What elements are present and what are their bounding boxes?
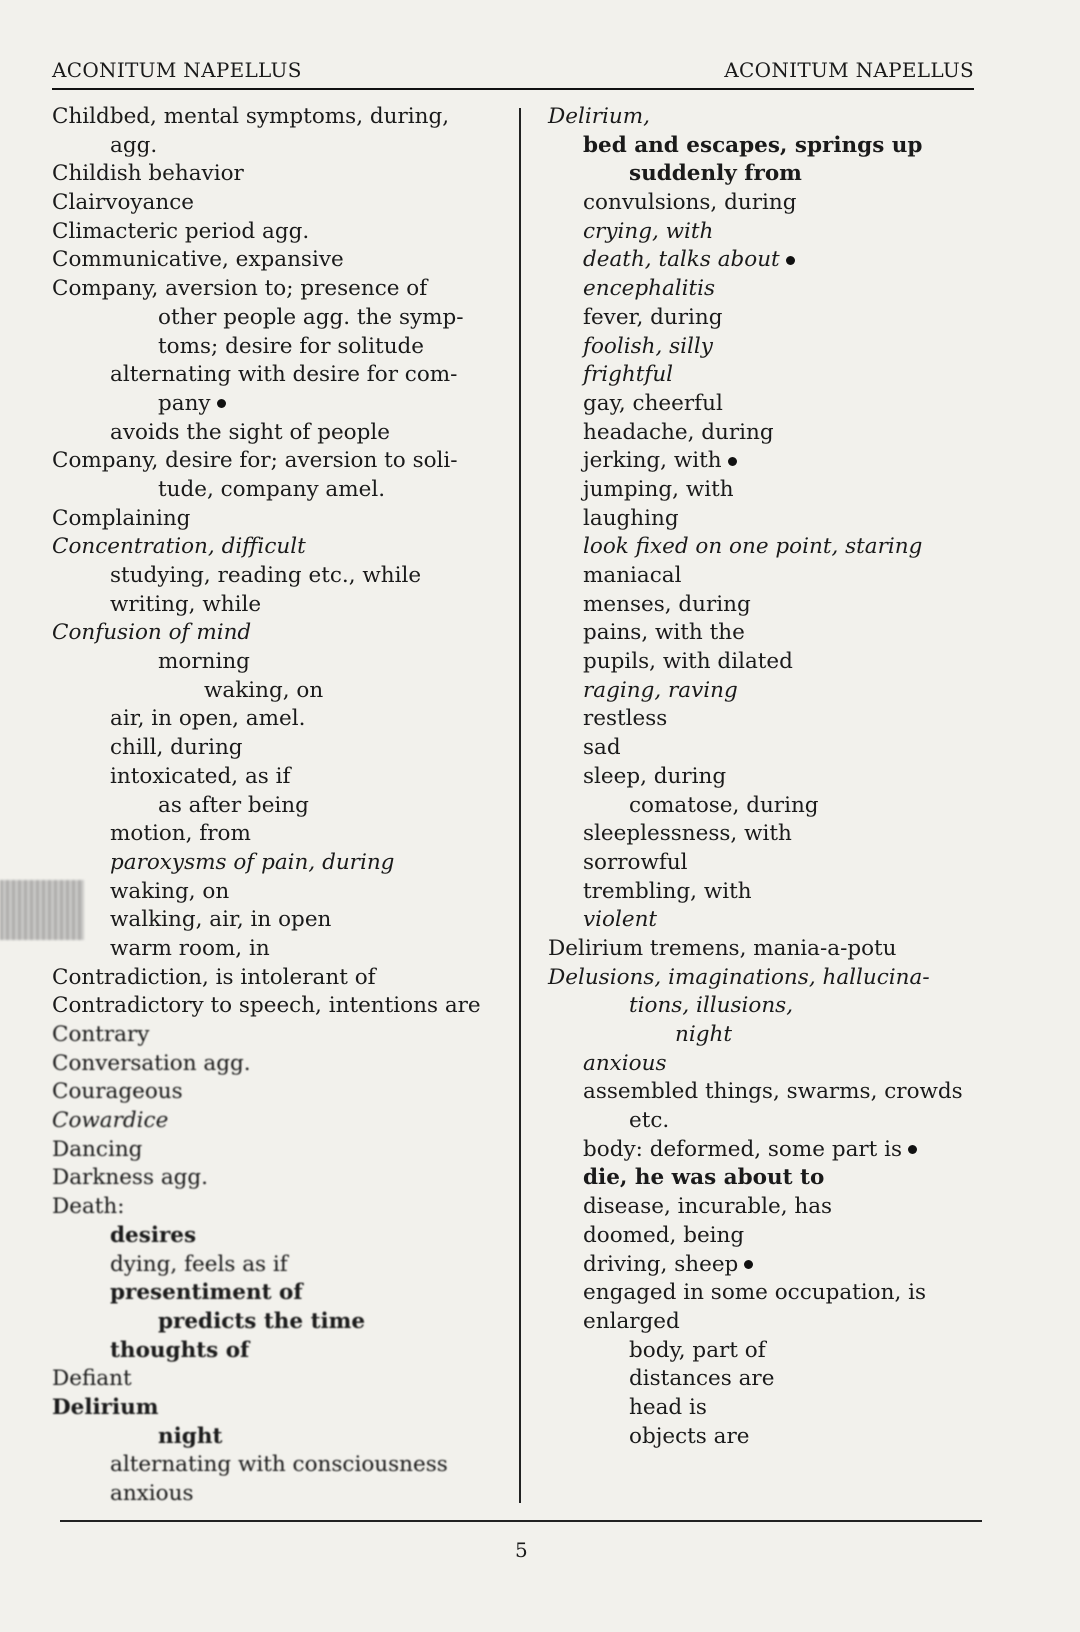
entry-text: tude, company amel. — [158, 476, 386, 502]
entry-text: encephalitis — [583, 276, 716, 302]
entry-text: death, talks about — [583, 247, 780, 273]
index-entry — [548, 1107, 984, 1136]
entry-text: Delirium — [52, 1394, 159, 1420]
index-entry — [548, 1394, 984, 1423]
entry-text: frightful — [583, 362, 674, 388]
entry-text: doomed, being — [583, 1222, 745, 1248]
index-entry — [52, 246, 492, 275]
entry-text: Complaining — [52, 505, 191, 531]
entry-text: Contrary — [52, 1022, 150, 1047]
index-entry — [52, 1337, 492, 1366]
entry-text: Dancing — [52, 1136, 143, 1162]
index-entry — [548, 1308, 984, 1337]
scan-artifact — [0, 880, 84, 940]
entry-text: tions, illusions, — [629, 993, 794, 1019]
entry-text: intoxicated, as if — [110, 763, 291, 789]
entry-text: avoids the sight of people — [110, 419, 390, 445]
index-entry — [548, 505, 984, 534]
index-entry — [548, 160, 984, 189]
index-entry — [548, 820, 984, 849]
index-entry — [548, 935, 984, 964]
entry-text: Company, aversion to; presence of — [52, 276, 428, 302]
entry-text: body, part of — [629, 1337, 766, 1363]
index-entry — [52, 849, 492, 878]
index-entry — [52, 705, 492, 734]
index-entry — [548, 1222, 984, 1251]
index-entry — [548, 218, 984, 247]
index-entry — [52, 1279, 492, 1308]
entry-text: Clairvoyance — [52, 190, 194, 216]
entry-text: raging, raving — [583, 677, 738, 703]
index-entry — [548, 1050, 984, 1079]
index-entry — [52, 1394, 492, 1423]
column-divider — [519, 108, 521, 1503]
entry-text: restless — [583, 706, 668, 732]
entry-text: pains, with the — [583, 620, 745, 646]
entry-text: crying, with — [583, 218, 714, 244]
index-entry — [52, 218, 492, 247]
page-number: 5 — [515, 1538, 528, 1562]
index-entry — [52, 677, 492, 706]
index-entry — [52, 820, 492, 849]
index-entry — [52, 906, 492, 935]
index-entry — [548, 1279, 984, 1308]
index-entry — [548, 132, 984, 161]
entry-text: engaged in some occupation, is — [583, 1280, 927, 1306]
index-entry — [52, 476, 492, 505]
index-entry — [548, 1078, 984, 1107]
index-entry — [52, 1222, 492, 1251]
entry-text: dying, feels as if — [110, 1251, 288, 1277]
index-entry — [52, 878, 492, 907]
entry-text: thoughts of — [110, 1337, 250, 1363]
index-entry — [52, 189, 492, 218]
entry-text: look fixed on one point, staring — [583, 534, 923, 560]
index-entry — [52, 1251, 492, 1280]
index-entry — [548, 964, 984, 993]
index-entry — [52, 562, 492, 591]
bullet-mark-icon — [786, 256, 795, 265]
bullet-mark-icon — [217, 399, 226, 408]
entry-text: Childbed, mental symptoms, during, — [52, 104, 450, 129]
index-entry — [548, 849, 984, 878]
entry-text: die, he was about to — [583, 1165, 825, 1191]
left-column — [52, 103, 492, 1509]
entry-text: warm room, in — [110, 935, 270, 961]
entry-text: anxious — [110, 1481, 194, 1506]
index-entry — [52, 1423, 492, 1452]
entry-text: Conversation agg. — [52, 1050, 251, 1076]
bullet-mark-icon — [728, 457, 737, 466]
header-left-title: ACONITUM NAPELLUS — [52, 58, 302, 82]
entry-text: Contradiction, is intolerant of — [52, 964, 376, 990]
entry-text: assembled things, swarms, crowds — [583, 1079, 963, 1105]
entry-text: writing, while — [110, 591, 262, 617]
index-entry — [52, 1365, 492, 1394]
entry-text: jumping, with — [583, 476, 734, 502]
footer-rule — [60, 1520, 982, 1522]
entry-text: objects are — [629, 1423, 750, 1449]
index-entry — [548, 705, 984, 734]
entry-text: other people agg. the symp- — [158, 304, 464, 330]
index-entry — [52, 1451, 492, 1480]
index-entry — [52, 792, 492, 821]
index-entry — [52, 1050, 492, 1079]
index-entry — [52, 132, 492, 161]
entry-text: walking, air, in open — [110, 907, 332, 933]
entry-text: Communicative, expansive — [52, 247, 344, 273]
index-entry — [548, 648, 984, 677]
index-entry — [52, 1021, 492, 1050]
entry-text: foolish, silly — [583, 333, 713, 359]
index-entry — [548, 533, 984, 562]
index-entry — [52, 935, 492, 964]
entry-text: violent — [583, 907, 658, 933]
index-entry — [548, 878, 984, 907]
index-entry — [548, 1251, 984, 1280]
index-entry — [52, 103, 492, 132]
entry-text: Confusion of mind — [52, 620, 252, 646]
entry-text: convulsions, during — [583, 190, 797, 216]
entry-text: Delirium, — [548, 104, 650, 129]
index-entry — [548, 763, 984, 792]
entry-text: comatose, during — [629, 792, 819, 818]
entry-text: pupils, with dilated — [583, 649, 793, 675]
entry-text: Darkness agg. — [52, 1165, 209, 1191]
entry-text: sleeplessness, with — [583, 821, 792, 847]
entry-text: night — [158, 1423, 223, 1449]
index-entry — [548, 390, 984, 419]
entry-text: headache, during — [583, 419, 774, 445]
entry-text: anxious — [583, 1050, 667, 1076]
entry-text: waking, on — [204, 677, 324, 703]
entry-text: body: deformed, some part is — [583, 1136, 903, 1162]
index-entry — [52, 1308, 492, 1337]
entry-text: alternating with consciousness — [110, 1452, 448, 1478]
running-header — [52, 58, 974, 90]
index-entry — [52, 763, 492, 792]
index-entry — [548, 792, 984, 821]
entry-text: predicts the time — [158, 1308, 366, 1334]
entry-text: alternating with desire for com- — [110, 362, 458, 388]
entry-text: fever, during — [583, 304, 723, 330]
entry-text: driving, sheep — [583, 1251, 739, 1277]
entry-text: bed and escapes, springs up — [583, 132, 923, 158]
index-entry — [52, 275, 492, 304]
bullet-mark-icon — [744, 1260, 753, 1269]
header-right-title: ACONITUM NAPELLUS — [724, 58, 974, 82]
index-entry — [548, 992, 984, 1021]
entry-text: maniacal — [583, 563, 682, 588]
entry-text: Delusions, imaginations, hallucina- — [548, 964, 930, 990]
index-entry — [548, 677, 984, 706]
index-entry — [548, 1136, 984, 1165]
entry-text: Childish behavior — [52, 161, 244, 187]
index-entry — [548, 734, 984, 763]
entry-text: menses, during — [583, 591, 751, 617]
index-entry — [548, 361, 984, 390]
entry-text: head is — [629, 1394, 707, 1420]
index-entry — [52, 992, 492, 1021]
entry-text: trembling, with — [583, 878, 752, 904]
index-entry — [548, 419, 984, 448]
entry-text: disease, incurable, has — [583, 1194, 833, 1220]
index-entry — [52, 533, 492, 562]
entry-text: gay, cheerful — [583, 390, 723, 416]
index-entry — [52, 1107, 492, 1136]
index-entry — [548, 906, 984, 935]
entry-text: desires — [110, 1222, 197, 1248]
index-entry — [548, 275, 984, 304]
bullet-mark-icon — [908, 1145, 917, 1154]
entry-text: as after being — [158, 792, 309, 818]
entry-text: Courageous — [52, 1079, 183, 1105]
entry-text: laughing — [583, 505, 679, 531]
entry-text: paroxysms of pain, during — [110, 849, 395, 875]
index-entry — [548, 246, 984, 275]
entry-text: Delirium tremens, mania-a-potu — [548, 935, 897, 961]
index-entry — [52, 1078, 492, 1107]
index-entry — [548, 619, 984, 648]
entry-text: distances are — [629, 1366, 775, 1392]
entry-text: sad — [583, 735, 621, 761]
entry-text: etc. — [629, 1108, 670, 1134]
index-entry — [52, 361, 492, 390]
index-entry — [548, 447, 984, 476]
index-entry — [52, 419, 492, 448]
index-entry — [52, 648, 492, 677]
index-entry — [52, 1480, 492, 1509]
index-entry — [548, 1164, 984, 1193]
entry-text: toms; desire for solitude — [158, 333, 425, 359]
right-column — [548, 103, 984, 1451]
entry-text: Climacteric period agg. — [52, 218, 310, 244]
entry-text: studying, reading etc., while — [110, 563, 422, 588]
index-entry — [548, 1193, 984, 1222]
entry-text: Company, desire for; aversion to soli- — [52, 448, 458, 474]
entry-text: sorrowful — [583, 849, 688, 875]
index-entry — [548, 1423, 984, 1452]
index-entry — [52, 160, 492, 189]
entry-text: pany — [158, 390, 211, 416]
index-entry — [548, 333, 984, 362]
index-entry — [52, 1164, 492, 1193]
index-entry — [548, 591, 984, 620]
index-entry — [52, 390, 492, 419]
entry-text: suddenly from — [629, 161, 802, 187]
index-entry — [548, 1021, 984, 1050]
entry-text: Concentration, difficult — [52, 534, 306, 560]
entry-text: enlarged — [583, 1308, 680, 1334]
index-entry — [548, 476, 984, 505]
index-entry — [52, 619, 492, 648]
index-entry — [52, 591, 492, 620]
entry-text: morning — [158, 649, 250, 675]
entry-text: Cowardice — [52, 1108, 169, 1134]
index-entry — [548, 189, 984, 218]
entry-text: night — [675, 1022, 732, 1047]
index-entry — [548, 1365, 984, 1394]
index-entry — [52, 1193, 492, 1222]
entry-text: presentiment of — [110, 1280, 303, 1306]
entry-text: jerking, with — [583, 448, 722, 474]
index-entry — [52, 1136, 492, 1165]
index-entry — [52, 333, 492, 362]
index-entry — [548, 1337, 984, 1366]
index-entry — [548, 304, 984, 333]
index-entry — [52, 505, 492, 534]
entry-text: chill, during — [110, 735, 243, 761]
entry-text: agg. — [110, 132, 158, 158]
index-entry — [52, 964, 492, 993]
index-entry — [52, 734, 492, 763]
entry-text: air, in open, amel. — [110, 706, 306, 732]
entry-text: Contradictory to speech, intentions are — [52, 993, 481, 1019]
entry-text: Death: — [52, 1194, 125, 1220]
entry-text: motion, from — [110, 821, 251, 847]
index-entry — [548, 562, 984, 591]
entry-text: Defiant — [52, 1366, 132, 1392]
index-entry — [548, 103, 984, 132]
entry-text: waking, on — [110, 878, 230, 904]
index-entry — [52, 447, 492, 476]
index-entry — [52, 304, 492, 333]
entry-text: sleep, during — [583, 763, 727, 789]
